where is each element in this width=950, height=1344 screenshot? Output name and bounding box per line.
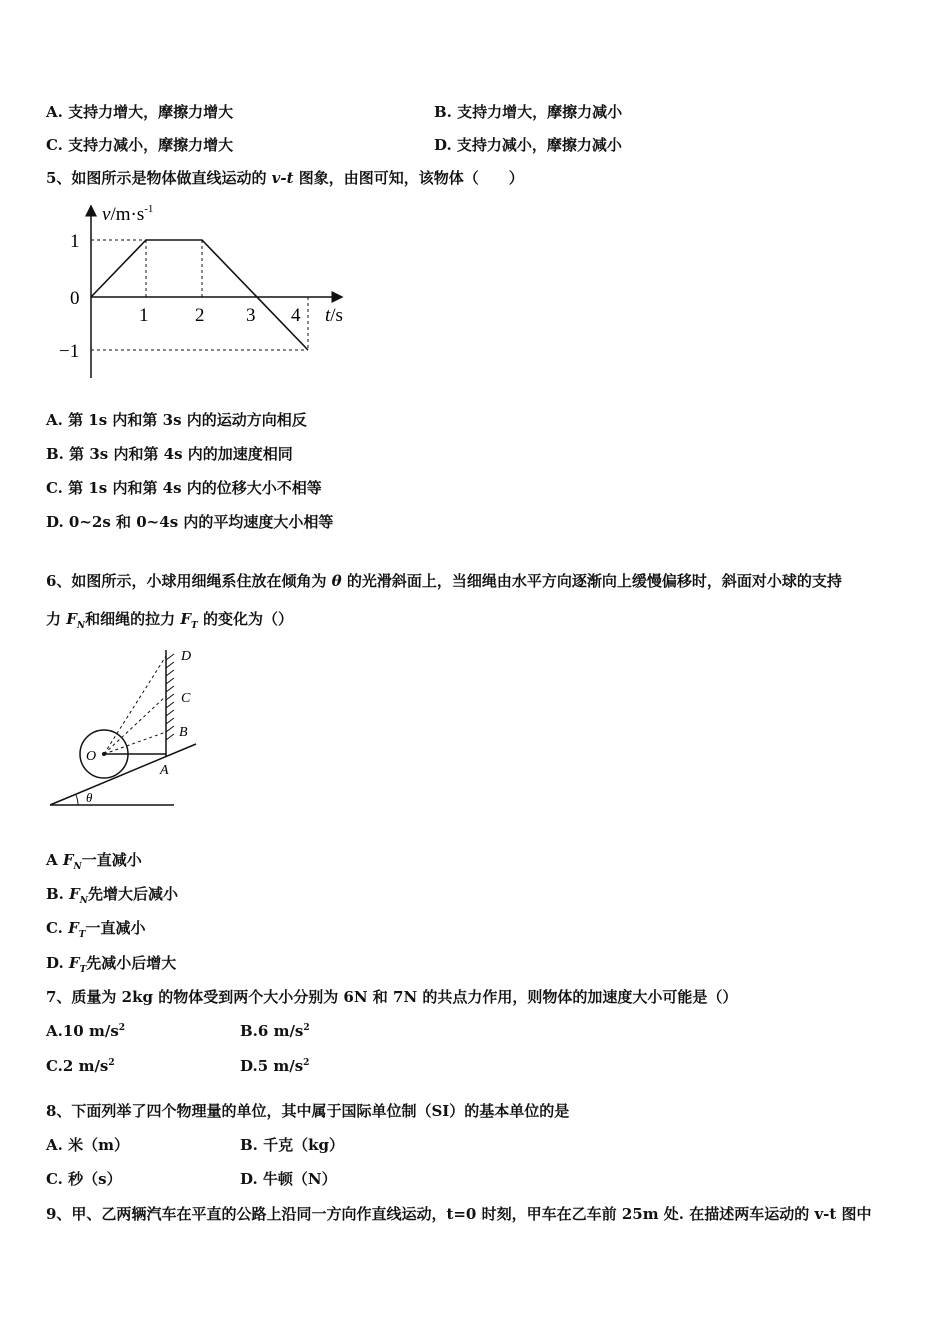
q5-vt-graph: [50, 198, 360, 383]
q7-option-d: [240, 1056, 309, 1076]
fig-label-d: D: [181, 649, 192, 664]
q8-option-b: B. 千克（kg）: [240, 1136, 345, 1154]
q7-opt-a-exp: 2: [118, 1023, 126, 1033]
q6-stem-text-end: 的光滑斜面上，当细绳由水平方向逐渐向上缓慢偏移时，斜面对小球的支持: [341, 572, 842, 590]
q6-option-c: [46, 918, 146, 938]
q7-opt-b-unit: m/s: [273, 1022, 304, 1040]
q6-incline-figure: [44, 644, 214, 814]
q6-opt-d-prefix: D.: [46, 954, 69, 972]
q6-opt-a-text: 一直减小: [81, 851, 142, 869]
q8-option-c: C. 秒（s）: [46, 1170, 122, 1188]
q6-opt-d-sub: T: [79, 965, 87, 975]
q6-theta: θ: [331, 572, 342, 590]
fig-label-a: A: [160, 763, 169, 778]
q6-opt-b-sub: N: [79, 896, 89, 906]
q6-opt-d-symbol: F: [68, 954, 80, 972]
q5-stem-text-end: 图象，由图可知，该物体（ ）: [293, 169, 524, 187]
q7-option-a: [46, 1021, 125, 1041]
q5-stem: [46, 168, 524, 188]
q8-option-d: D. 牛顿（N）: [240, 1170, 337, 1188]
graph-y-tick-1: 1: [70, 231, 80, 252]
q6-fn-symbol: F: [66, 610, 77, 628]
q6-ft-sub: T: [191, 621, 198, 631]
q4-option-d: D. 支持力减小，摩擦力减小: [434, 136, 622, 154]
q6-opt-b-prefix: B.: [46, 885, 70, 903]
q5-option-b: B. 第 3s 内和第 4s 内的加速度相同: [46, 445, 293, 463]
q6-fn-sub: N: [76, 621, 86, 631]
fig-label-theta: θ: [86, 790, 93, 805]
q7-option-c: [46, 1056, 115, 1076]
q7-opt-c-unit: m/s: [78, 1057, 109, 1075]
q7-opt-b-value: B.6: [240, 1022, 269, 1040]
q7-opt-d-value: D.5: [240, 1057, 269, 1075]
fig-angle-arc: [76, 795, 78, 805]
graph-vt-line: [91, 240, 308, 350]
q5-stem-text: 5、如图所示是物体做直线运动的: [46, 169, 272, 187]
q6-option-a: [46, 850, 142, 870]
q6-stem-text: 6、如图所示，小球用细绳系住放在倾角为: [46, 572, 332, 590]
q6-stem2-text-mid: 和细绳的拉力: [85, 610, 181, 628]
q6-opt-b-text: 先增大后减小: [88, 885, 179, 903]
graph-y-tick-neg1: −1: [59, 341, 80, 362]
q6-stem2-text: 力: [46, 610, 67, 628]
q4-option-a: A. 支持力增大，摩擦力增大: [46, 103, 234, 121]
q6-opt-c-sub: T: [78, 930, 86, 940]
q8-stem: 8、下面列举了四个物理量的单位，其中属于国际单位制（SI）的基本单位的是: [46, 1102, 570, 1120]
graph-guides: [91, 240, 308, 350]
q6-stem-line1: [46, 571, 842, 591]
q5-option-d: D. 0~2s 和 0~4s 内的平均速度大小相等: [46, 513, 334, 531]
q6-opt-c-text: 一直减小: [85, 919, 146, 937]
fig-incline: [50, 744, 196, 805]
q6-stem2-text-end: 的变化为（）: [197, 610, 293, 628]
fig-label-o: O: [86, 749, 97, 764]
q8-option-a: A. 米（m）: [46, 1136, 129, 1154]
q6-opt-a-symbol: F: [62, 851, 74, 869]
q9-stem: 9、甲、乙两辆汽车在平直的公路上沿同一方向作直线运动，t=0 时刻，甲车在乙车前 25m 处. 在描述两车运动的 v-t 图中: [46, 1205, 872, 1223]
q7-opt-a-unit: m/s: [88, 1022, 119, 1040]
graph-x-label: t/s: [325, 305, 343, 326]
q6-opt-b-symbol: F: [69, 885, 80, 903]
q6-opt-d-text: 先减小后增大: [86, 954, 177, 972]
q6-option-d: [46, 953, 176, 973]
graph-x-tick-4: 4: [291, 305, 301, 326]
q5-option-a: A. 第 1s 内和第 3s 内的运动方向相反: [46, 411, 307, 429]
fig-wall-hatch: [166, 654, 174, 740]
q5-option-c: C. 第 1s 内和第 4s 内的位移大小不相等: [46, 479, 322, 497]
q6-stem-line2: [46, 609, 293, 629]
q6-opt-a-prefix: A: [46, 851, 63, 869]
fig-label-b: B: [179, 725, 188, 740]
q7-stem: 7、质量为 2kg 的物体受到两个大小分别为 6N 和 7N 的共点力作用，则物体的加速度大小可能是（）: [46, 988, 738, 1006]
q7-opt-a-value: A.10: [46, 1022, 84, 1040]
graph-x-tick-2: 2: [195, 305, 205, 326]
q6-opt-c-symbol: F: [68, 919, 79, 937]
graph-x-tick-1: 1: [139, 305, 149, 326]
q7-opt-b-exp: 2: [303, 1023, 310, 1033]
graph-y-label: $v/m\cdot s^{-1}$: [102, 203, 154, 225]
q6-option-b: [46, 884, 178, 904]
q6-opt-c-prefix: C.: [46, 919, 69, 937]
q7-opt-c-value: C.2: [46, 1057, 74, 1075]
q7-opt-d-exp: 2: [303, 1058, 310, 1068]
q4-option-b: B. 支持力增大，摩擦力减小: [434, 103, 623, 121]
q4-option-c: C. 支持力减小，摩擦力增大: [46, 136, 234, 154]
fig-dashed-ropes: [104, 656, 166, 754]
q7-option-b: [240, 1021, 310, 1041]
q6-ft-symbol: F: [180, 610, 192, 628]
graph-y-tick-0: 0: [70, 288, 80, 309]
q6-opt-a-sub: N: [73, 862, 82, 872]
fig-label-c: C: [181, 691, 191, 706]
q7-opt-c-exp: 2: [108, 1058, 115, 1068]
graph-x-tick-3: 3: [246, 305, 256, 326]
q5-stem-var: v-t: [271, 169, 294, 187]
q7-opt-d-unit: m/s: [273, 1057, 304, 1075]
